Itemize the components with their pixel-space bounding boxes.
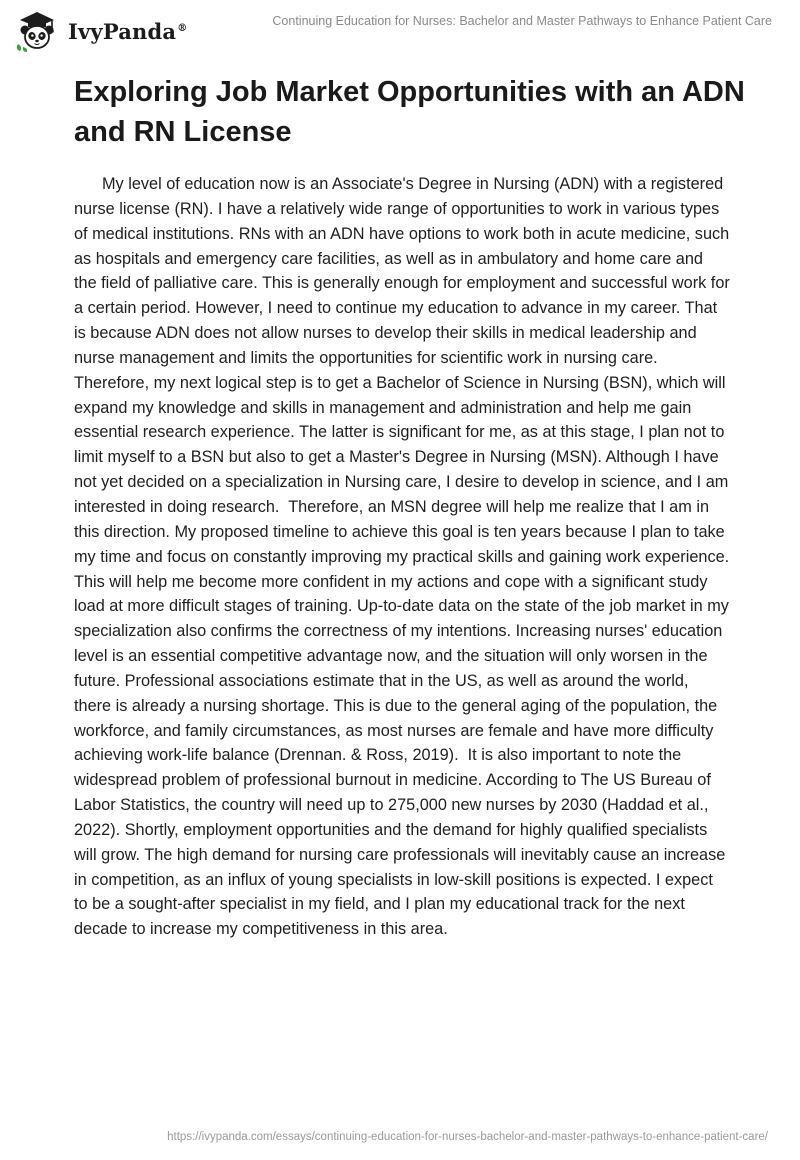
ivypanda-logo[interactable] [14,8,187,52]
essay-paragraph: My level of education now is an Associate's Degree in Nursing (ADN) with a registered nurse license (RN). I have a relatively wide range of opportunities to work in various types of medical institutions. RNs with an ADN have options to work both in acute medicine, such as hospitals and emergency care facilities, as well as in ambulatory and home care and the field of palliative care. This is generally enough for employment and successful work for a certain period. However, I need to continue my education to advance in my career. That is because ADN does not allow nurses to develop their skills in medical leadership and nurse management and limits the opportunities for scientific work in nursing care. Therefore, my next logical step is to get a Bachelor of Science in Nursing (BSN), which will expand my knowledge and skills in management and administration and help me gain essential research experience. The latter is significant for me, as at this stage, I plan not to limit myself to a BSN but also to get a Master's Degree in Nursing (MSN). Although I have not yet decided on a specialization in Nursing care, I desire to develop in science, and I am interested in doing research. Therefore, an MSN degree will help me realize that I am in this direction. My proposed timeline to achieve this goal is ten years because I plan to take my time and focus on constantly improving my practical skills and gaining work experience. This will help me become more confident in my actions and cope with a significant study load at more difficult stages of training. Up-to-date data on the state of the job market in my specialization also confirms the correctness of my intentions. Increasing nurses' education level is an essential competitive advantage now, and the situation will only worsen in the future. Professional associations estimate that in the US, as well as around the world, there is already a nursing shortage. This is due to the general aging of the population, the workforce, and family circumstances, as most nurses are female and have more difficulty achieving work-life balance (Drennan. & Ross, 2019). It is also important to note the widespread problem of professional burnout in medicine. According to The US Bureau of Labor Statistics, the country will need up to 275,000 new nurses by 2030 (Haddad et al., 2022). Shortly, employment opportunities and the demand for highly qualified specialists will grow. The high demand for nursing care professionals will inevitably cause an increase in competition, as an influx of young specialists in low-skill positions is expected. I expect to be a sought-after specialist in my field, and I plan my educational track for the next decade to increase my competitiveness in this area. [74,175,735,939]
running-head: Continuing Education for Nurses: Bachelor and Master Pathways to Enhance Patient Care [272,14,772,28]
panda-graduate-icon [14,8,60,52]
page-header [0,0,800,56]
logo-wordmark: IvyPanda® [68,18,188,44]
source-url[interactable]: https://ivypanda.com/essays/continuing-education-for-nurses-bachelor-and-master-pathways-to-enhance-patient-care/ [167,1131,768,1143]
page-title: Exploring Job Market Opportunities with an ADN and RN License [74,76,745,148]
